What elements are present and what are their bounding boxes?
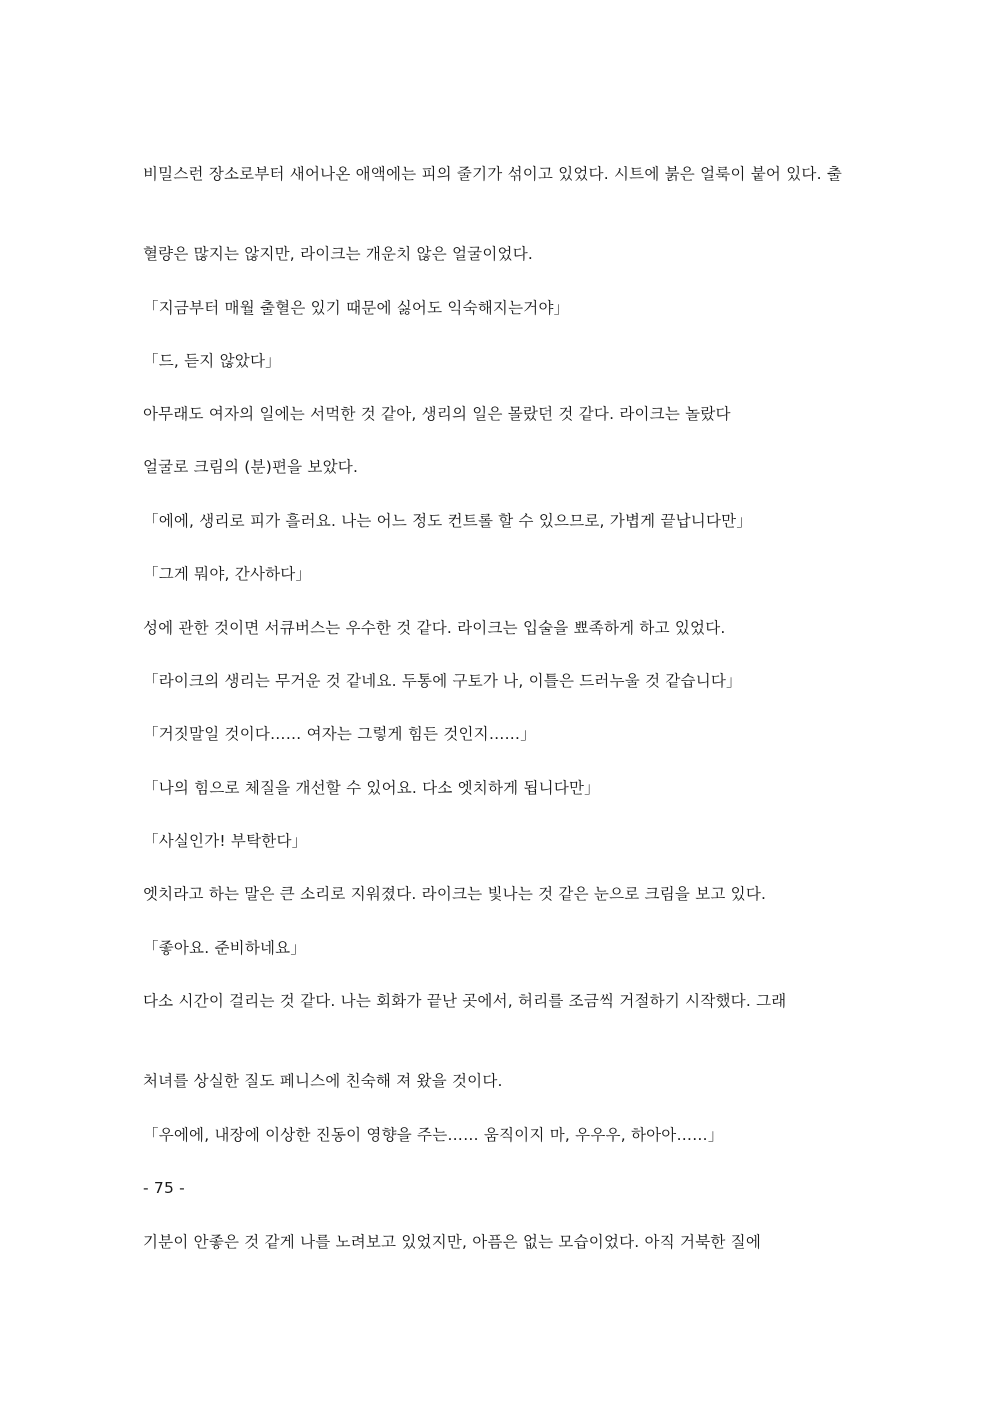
paragraph-9: 성에 관한 것이면 서큐버스는 우수한 것 같다. 라이크는 입술을 뾰족하게 하고 있었다. bbox=[143, 619, 726, 637]
paragraph-6: 얼굴로 크림의 (분)편을 보았다. bbox=[143, 458, 359, 476]
paragraph-15: 「좋아요. 준비하네요」 bbox=[143, 939, 307, 957]
paragraph-2: 혈량은 많지는 않지만, 라이크는 개운치 않은 얼굴이었다. bbox=[143, 245, 533, 263]
paragraph-19: 기분이 안좋은 것 같게 나를 노려보고 있었지만, 아픔은 없는 모습이었다. 아직 거북한 질에 bbox=[143, 1233, 762, 1251]
paragraph-1: 비밀스런 장소로부터 새어나온 애액에는 피의 줄기가 섞이고 있었다. 시트에 붉은 얼룩이 붙어 있다. 출 bbox=[143, 165, 843, 183]
paragraph-7: 「에에, 생리로 피가 흘러요. 나는 어느 정도 컨트롤 할 수 있으므로, 가볍게 끝납니다만」 bbox=[143, 512, 753, 530]
page-number: - 75 - bbox=[143, 1179, 185, 1197]
paragraph-18: 「우에에, 내장에 이상한 진동이 영향을 주는…… 움직이지 마, 우우우, 하아아……」 bbox=[143, 1126, 724, 1144]
paragraph-11: 「거짓말일 것이다…… 여자는 그렇게 힘든 것인지……」 bbox=[143, 725, 536, 743]
paragraph-5: 아무래도 여자의 일에는 서먹한 것 같아, 생리의 일은 몰랐던 것 같다. 라이크는 놀랐다 bbox=[143, 405, 731, 423]
paragraph-10: 「라이크의 생리는 무거운 것 같네요. 두통에 구토가 나, 이틀은 드러누울 것 같습니다」 bbox=[143, 672, 742, 690]
paragraph-17: 처녀를 상실한 질도 페니스에 친숙해 져 왔을 것이다. bbox=[143, 1072, 503, 1090]
paragraph-16: 다소 시간이 걸리는 것 같다. 나는 회화가 끝난 곳에서, 허리를 조금씩 거절하기 시작했다. 그래 bbox=[143, 992, 787, 1010]
paragraph-8: 「그게 뭐야, 간사하다」 bbox=[143, 565, 312, 583]
paragraph-3: 「지금부터 매월 출혈은 있기 때문에 싫어도 익숙해지는거야」 bbox=[143, 299, 570, 317]
paragraph-4: 「드, 듣지 않았다」 bbox=[143, 352, 281, 370]
paragraph-13: 「사실인가! 부탁한다」 bbox=[143, 832, 308, 850]
paragraph-12: 「나의 힘으로 체질을 개선할 수 있어요. 다소 엣치하게 됩니다만」 bbox=[143, 779, 600, 797]
paragraph-14: 엣치라고 하는 말은 큰 소리로 지워졌다. 라이크는 빛나는 것 같은 눈으로 크림을 보고 있다. bbox=[143, 885, 767, 903]
